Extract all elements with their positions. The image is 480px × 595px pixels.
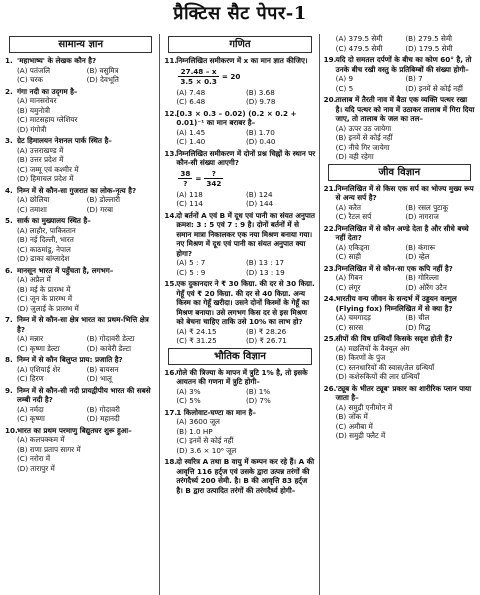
option: (D) 3.6 × 10⁶ जूल bbox=[176, 445, 237, 455]
option-list bbox=[324, 313, 475, 332]
option: (B) 7 bbox=[405, 74, 423, 83]
question-text: ग्रेट हिमालयन नेशनल पार्क स्थित है– bbox=[17, 136, 112, 146]
option: (D) भालू bbox=[86, 374, 112, 384]
question-text: निम्नलिखित में से कौन अण्डे देता है और सीधे बच्चे नहीं देता? bbox=[335, 223, 469, 243]
question-number: 23. bbox=[323, 263, 337, 273]
question-number: 19. bbox=[323, 55, 337, 64]
option: (D) 13 : 19 bbox=[245, 267, 285, 277]
question-block bbox=[164, 457, 315, 495]
option: (D) इनमें से कोई नहीं bbox=[405, 83, 463, 93]
question-block bbox=[164, 56, 315, 107]
option: (B) गोदावरी bbox=[86, 404, 120, 414]
section-heading-gk: सामान्य ज्ञान bbox=[9, 36, 152, 53]
option: (C) 5 : 9 bbox=[176, 267, 206, 277]
option: (A) एशियाई शेर bbox=[17, 364, 61, 374]
option: (B) गोरिल्ला bbox=[405, 273, 439, 283]
question-text: एक दुकानदार ने ₹ 30 किग्रा. की दर से 30 किग्रा. गेहूँ एवं ₹ 20 किग्रा. की दर से 40 किग्रा. अन्य किस्म का गेहूँ खरीदा। उसने दोनों किस्मों के गेहूँ का मिश्रण बनाया। उसे लगभग किस दर से इस मिश्रण को बेचना चाहिए ताकि उसे 10% का लाभ हो? bbox=[176, 279, 315, 327]
question bbox=[324, 264, 475, 274]
question-number: 20. bbox=[323, 95, 337, 104]
option: (C) काठमांडू, नेपाल bbox=[17, 244, 71, 254]
section-heading-physics: भौतिक विज्ञान bbox=[168, 348, 311, 365]
question bbox=[5, 136, 156, 146]
question-text: [0.3 × 0.3 – 0.02) (0.2 × 0.2 + 0.01)⁻¹ का मान बराबर है– bbox=[176, 108, 297, 128]
question-text: 'महाभाष्य' के लेखक कौन है? bbox=[17, 56, 97, 66]
question-text: 'ट्यूब के भीतर ट्यूब' प्रकार का शारीरिक प्लान पाया जाता है– bbox=[335, 383, 472, 403]
option: (C) 5% bbox=[176, 396, 201, 406]
option: (D) 179.5 सेमी bbox=[405, 43, 453, 53]
option-list bbox=[324, 34, 475, 53]
option: (C) नरोरा में bbox=[17, 454, 51, 464]
option: (A) छोलिया bbox=[17, 195, 50, 205]
question-text: तालाब में तैरती नाव में बैठा एक व्यक्ति पत्थर रखा है। यदि पत्थर को नाव में उठाकर तालाब में गिरा दिया जाए, तो तालाब के जल का तल– bbox=[335, 95, 475, 123]
question bbox=[164, 109, 315, 128]
question-number: 13. bbox=[164, 148, 178, 158]
question bbox=[5, 216, 156, 226]
page-title: प्रैक्टिस सैट पेपर-1 bbox=[173, 3, 307, 24]
question-block bbox=[5, 216, 156, 264]
option: (C) चरक bbox=[17, 75, 43, 85]
column-2 bbox=[164, 34, 319, 595]
option: (D) नागराज bbox=[405, 212, 439, 222]
option-list bbox=[5, 365, 156, 384]
question bbox=[5, 186, 156, 196]
option: (C) जम्मू एवं कश्मीर में bbox=[17, 164, 79, 174]
option-list bbox=[5, 405, 156, 424]
option: (D) देवभूति bbox=[86, 75, 119, 85]
option: (B) नई दिल्ली, भारत bbox=[17, 235, 74, 245]
question-number: 4. bbox=[5, 185, 13, 195]
option: (C) ₹ 31.25 bbox=[176, 336, 217, 346]
question-text: निम्नलिखित समीकरण में x का मान ज्ञात कीजिए। bbox=[176, 56, 308, 66]
question bbox=[5, 315, 156, 334]
question bbox=[164, 211, 315, 259]
option-list bbox=[324, 273, 475, 292]
question-text: निम्नलिखित में से कौन-सा एक कपि नहीं है? bbox=[335, 263, 453, 273]
question bbox=[164, 408, 315, 418]
question-block bbox=[324, 264, 475, 293]
option-list bbox=[164, 128, 315, 147]
option: (A) गिबन bbox=[335, 273, 363, 283]
column-3 bbox=[324, 34, 475, 595]
option: (D) 144 bbox=[245, 199, 274, 209]
section-heading-biology: जीव विज्ञान bbox=[328, 164, 471, 181]
equation-rhs: = 20 bbox=[221, 71, 241, 81]
option-list bbox=[164, 327, 315, 346]
option: (A) मानसरोवर bbox=[17, 96, 57, 106]
question-block bbox=[164, 279, 315, 346]
option: (A) नर्मदा bbox=[17, 404, 44, 414]
question bbox=[5, 87, 156, 97]
option: (D) 7% bbox=[245, 396, 271, 406]
option: (A) 1.45 bbox=[176, 127, 206, 137]
option: (B) डोल्लारी bbox=[86, 195, 120, 205]
option: (D) वही रहेगा bbox=[335, 152, 374, 161]
option-list bbox=[324, 344, 475, 382]
question-block bbox=[324, 95, 475, 162]
option: (B) 279.5 सेमी bbox=[405, 34, 453, 43]
question-block bbox=[324, 224, 475, 262]
question bbox=[164, 56, 315, 66]
option: (B) 13 : 17 bbox=[245, 258, 285, 268]
question-text: मानसून भारत में पहुँचता है, लगभग– bbox=[17, 265, 114, 275]
column-1 bbox=[5, 34, 160, 595]
question bbox=[324, 384, 475, 403]
question-number: 18. bbox=[164, 457, 178, 467]
option: (C) 5 bbox=[335, 83, 354, 93]
option: (C) स्तनधारियों की स्वास/तेल ग्रन्थियाँ bbox=[335, 362, 435, 372]
option: (A) लाहौर, पाकिस्तान bbox=[17, 225, 76, 235]
option: (C) सारस bbox=[335, 322, 364, 332]
fraction-denominator: 342 bbox=[206, 179, 222, 189]
option: (A) करैत bbox=[335, 202, 362, 212]
question-block bbox=[164, 368, 315, 406]
option-list bbox=[5, 195, 156, 214]
option: (B) मई के प्रारम्भ में bbox=[17, 284, 71, 294]
option-list bbox=[5, 146, 156, 184]
option: (C) 1.40 bbox=[176, 137, 206, 147]
option-list bbox=[324, 124, 475, 162]
fraction-numerator: 38 bbox=[180, 168, 191, 178]
option: (A) 3% bbox=[176, 386, 201, 396]
question-block bbox=[5, 266, 156, 314]
fraction-denominator: ? bbox=[183, 179, 188, 189]
question bbox=[5, 266, 156, 276]
option: (B) ₹ 28.26 bbox=[245, 326, 287, 336]
option: (B) गोदावरी डेल्टा bbox=[86, 334, 135, 344]
option-list bbox=[5, 66, 156, 85]
option: (C) कृष्णा डेल्टा bbox=[17, 343, 60, 353]
option-list bbox=[324, 203, 475, 222]
option: (A) 379.5 सेमी bbox=[335, 34, 383, 43]
question-block bbox=[324, 384, 475, 441]
question-text: यदि दो समतल दर्पणों के बीच का कोण 60° है, तो उनके बीच रखी वस्तु के प्रतिबिम्बों की संख्या होगी– bbox=[335, 55, 472, 74]
option: (A) ₹ 24.15 bbox=[176, 326, 217, 336]
option: (B) यमुनोत्री bbox=[17, 105, 50, 115]
fraction-left bbox=[178, 169, 192, 189]
question-block bbox=[5, 56, 156, 85]
question-text: सीपों की विष ग्रन्थियाँ किसके सदृश होती हैं? bbox=[335, 334, 453, 344]
option: (D) ओरैंग उटैन bbox=[405, 282, 447, 292]
question-text: गंगा नदी का उद्‌गम है– bbox=[17, 86, 78, 96]
question bbox=[5, 56, 156, 66]
question bbox=[5, 426, 156, 436]
option: (D) 9.78 bbox=[245, 97, 276, 107]
question bbox=[164, 149, 315, 168]
question bbox=[324, 95, 475, 124]
question-text: दो स्वरित्र A तथा B वायु में कम्पन कर रहे हैं। A की आवृत्ति 116 हर्ट्‌ज एवं उसके द्वारा उत्पन्न तरंगों की तरंगदैर्ध्य 200 सेमी. है। B की आवृत्ति 83 हर्ट्‌ज है। B द्वारा उत्पादित तरंगों की तरंगदैर्ध्य होगी– bbox=[176, 457, 315, 495]
question-number: 17. bbox=[164, 407, 178, 417]
question-block bbox=[324, 334, 475, 382]
question bbox=[5, 386, 156, 405]
question bbox=[324, 294, 475, 313]
question-block bbox=[5, 355, 156, 384]
option-list bbox=[5, 275, 156, 313]
question-number: 25. bbox=[323, 334, 337, 344]
question-text: निम्नलिखित में से किस एक सर्प का भोज्य मुख्य रूप से अन्य सर्प है? bbox=[335, 183, 474, 203]
option: (D) ढाका बांग्लादेश bbox=[17, 254, 70, 264]
question-block bbox=[164, 109, 315, 147]
option: (A) 7.48 bbox=[176, 87, 206, 97]
option: (C) इनमें से कोई नहीं bbox=[176, 436, 234, 446]
question-block bbox=[5, 186, 156, 215]
option: (C) अमीबा में bbox=[335, 421, 373, 431]
question-number: 2. bbox=[5, 86, 13, 96]
fraction-q11 bbox=[178, 67, 219, 87]
option: (C) तमाशा bbox=[17, 204, 47, 214]
option: (D) गंगोत्री bbox=[17, 124, 47, 134]
option: (A) चमगादड़ bbox=[335, 313, 371, 323]
question-number: 24. bbox=[323, 294, 337, 304]
option: (C) 6.48 bbox=[176, 97, 206, 107]
option: (A) उत्तराखण्ड में bbox=[17, 145, 64, 155]
option: (C) रैटल सर्प bbox=[335, 212, 372, 222]
question-text: निम्न में से कौन-सी नदी प्रायद्वीपीय भारत की सबसे लम्बी नदी है? bbox=[17, 385, 151, 405]
question-text: गोले की त्रिज्या के मापन में त्रुटि 1% है, तो इसके आयतन की गणना में त्रुटि होगी– bbox=[176, 367, 308, 387]
option-list bbox=[164, 258, 315, 277]
option: (D) कावेरी डेल्टा bbox=[86, 343, 132, 353]
question-number: 16. bbox=[164, 367, 178, 377]
question bbox=[324, 184, 475, 203]
option: (C) हिरण bbox=[17, 374, 44, 384]
question-number: 8. bbox=[5, 355, 13, 365]
question-number: 14. bbox=[164, 210, 178, 220]
option-list bbox=[324, 403, 475, 441]
question-number: 12. bbox=[164, 108, 178, 118]
option: (A) पतंजलि bbox=[17, 65, 51, 75]
option: (A) समुद्री एनीमोन में bbox=[335, 402, 393, 412]
fraction-numerator: ? bbox=[204, 169, 223, 180]
question-number: 10. bbox=[5, 425, 18, 435]
option: (B) चील bbox=[405, 313, 430, 323]
option-list bbox=[324, 243, 475, 262]
fraction-right bbox=[204, 169, 223, 189]
option: (B) 124 bbox=[245, 189, 273, 199]
option: (B) 1.70 bbox=[245, 127, 275, 137]
option: (A) 5 : 7 bbox=[176, 258, 206, 268]
option: (B) राणा प्रताप सागर में bbox=[17, 444, 81, 454]
option: (B) बायसन bbox=[86, 364, 119, 374]
question-block bbox=[324, 294, 475, 332]
option: (B) रसल पुटाकू bbox=[405, 202, 449, 212]
question-block bbox=[164, 149, 315, 209]
option: (C) माटसहाय ग्लेशियर bbox=[17, 115, 78, 125]
option: (D) 0.40 bbox=[245, 137, 276, 147]
question-number: 6. bbox=[5, 265, 13, 275]
option: (D) व्हेल bbox=[405, 252, 430, 262]
question-text: निम्न में से कौन-सा क्षेत्र भारत का प्रथम-भित्ति क्षेत्र है? bbox=[17, 315, 149, 334]
option: (B) 3.68 bbox=[245, 87, 275, 97]
question-number: 7. bbox=[5, 315, 13, 325]
fraction-denominator: 3.5 × 0.3 bbox=[180, 77, 217, 87]
option: (C) साही bbox=[335, 252, 361, 262]
question bbox=[324, 55, 475, 74]
question-number: 22. bbox=[323, 223, 337, 233]
option: (C) 479.5 सेमी bbox=[335, 43, 383, 53]
option: (A) मन्नार bbox=[17, 334, 44, 344]
question-text: सार्क का मुख्यालय स्थित है– bbox=[17, 216, 91, 226]
question bbox=[5, 355, 156, 365]
question-block bbox=[5, 87, 156, 135]
question-block bbox=[5, 315, 156, 353]
question-text: निम्न में से कौन बिलुप्त प्राय: प्रजाति है? bbox=[17, 355, 123, 365]
option: (D) हिमाचल प्रदेश में bbox=[17, 174, 74, 184]
option: (B) किरणों के पुंज bbox=[335, 353, 386, 363]
question bbox=[324, 334, 475, 344]
question-number: 11. bbox=[164, 56, 178, 66]
option: (B) वसुमित्र bbox=[86, 65, 119, 75]
question-number: 26. bbox=[323, 383, 337, 393]
question-text: भारतीय वन्य जीवन के सन्दर्भ में उड्डयन वल्गुल (Flying fox) निम्नलिखित में से क्या है? bbox=[335, 294, 457, 313]
option: (D) गिद्ध bbox=[405, 322, 431, 332]
option: (A) अप्रैल में bbox=[17, 275, 51, 285]
fraction-numerator: 27.48 – x bbox=[178, 67, 219, 78]
option: (B) इनमें से कोई नहीं bbox=[335, 133, 393, 142]
option: (D) तारापुर में bbox=[17, 463, 55, 473]
question-number: 5. bbox=[5, 216, 13, 226]
question-block bbox=[164, 211, 315, 278]
question-block bbox=[5, 136, 156, 184]
question-block bbox=[324, 55, 475, 93]
option: (A) कलपक्कम में bbox=[17, 435, 65, 445]
question-text: दो बर्तनों A एवं B में दूध एवं पानी का संयत अनुपात क्रमश: 3 : 5 एवं 7 : 9 है। दोनों बर्तनों में से समान मात्रा निकालकर एक नया मिश्रण बनाया गया। नए मिश्रण में दूध एवं पानी का संयत अनुपात क्या होगा? bbox=[176, 210, 315, 258]
option: (D) कशेरुकियों की लार ग्रन्थियाँ bbox=[335, 372, 420, 382]
option-list bbox=[324, 74, 475, 93]
option-list bbox=[164, 88, 315, 107]
option: (A) 3600 जूल bbox=[176, 417, 220, 427]
question-number: 9. bbox=[5, 385, 13, 395]
option: (B) उत्तर प्रदेश में bbox=[17, 155, 64, 165]
option-list bbox=[5, 334, 156, 353]
option: (A) 9 bbox=[335, 74, 354, 83]
option: (D) ₹ 26.71 bbox=[245, 336, 287, 346]
question bbox=[324, 224, 475, 243]
option-list bbox=[164, 190, 315, 209]
option: (B) कंगारू bbox=[405, 242, 436, 252]
question-block bbox=[324, 34, 475, 53]
option: (C) कृष्णा bbox=[17, 414, 45, 424]
option-list bbox=[5, 96, 156, 134]
option: (D) महानदी bbox=[86, 414, 120, 424]
question-number: 1. bbox=[5, 56, 13, 66]
question-block bbox=[5, 386, 156, 424]
option: (C) जून के प्रारम्भ में bbox=[17, 294, 73, 304]
question bbox=[164, 457, 315, 495]
option: (D) जुलाई के प्रारम्भ में bbox=[17, 303, 79, 313]
question-text: निम्न में से कौन-सा गुजरात का लोक-नृत्य है? bbox=[17, 185, 137, 195]
question-text: 1 किलोवाट-घण्टा का मान है– bbox=[176, 407, 256, 417]
option: (A) एकिड्ना bbox=[335, 242, 370, 252]
option: (B) 1% bbox=[245, 386, 271, 396]
question-text: निम्नलिखित समीकरण में दोनों प्रश्न चिह्नों के स्थान पर कौन-सी संख्या आएगी? bbox=[176, 148, 316, 168]
option-list bbox=[164, 387, 315, 406]
equals-sign: = bbox=[195, 173, 202, 183]
option-list bbox=[5, 226, 156, 264]
question-block bbox=[324, 184, 475, 222]
equation-q13 bbox=[164, 169, 223, 189]
option: (C) नीचे गिर जायेगा bbox=[335, 142, 390, 152]
option: (C) 114 bbox=[176, 199, 203, 209]
option: (A) मछलियों के वैक्यूल अंग bbox=[335, 343, 410, 353]
question bbox=[164, 279, 315, 327]
option: (D) गरबा bbox=[86, 204, 114, 214]
question-text: भारत का प्रथम परमाणु बिद्युतघर शुरू हुआ– bbox=[17, 425, 132, 435]
question-number: 3. bbox=[5, 136, 13, 146]
question-block bbox=[164, 408, 315, 456]
option-list bbox=[164, 417, 315, 455]
equation-q11 bbox=[164, 67, 315, 87]
option-list bbox=[5, 435, 156, 473]
question-number: 21. bbox=[323, 183, 337, 193]
option: (D) समुद्री फ्लैट में bbox=[335, 431, 386, 441]
option: (C) लंगूर bbox=[335, 282, 361, 292]
question-block bbox=[5, 426, 156, 474]
option: (B) 1.0 HP bbox=[176, 426, 213, 436]
option: (B) जोंक में bbox=[335, 412, 368, 422]
question bbox=[164, 368, 315, 387]
option: (A) ऊपर उठ जायेगा bbox=[335, 123, 392, 133]
question-number: 15. bbox=[164, 279, 178, 289]
option: (A) 118 bbox=[176, 189, 203, 199]
section-heading-math: गणित bbox=[168, 36, 311, 53]
